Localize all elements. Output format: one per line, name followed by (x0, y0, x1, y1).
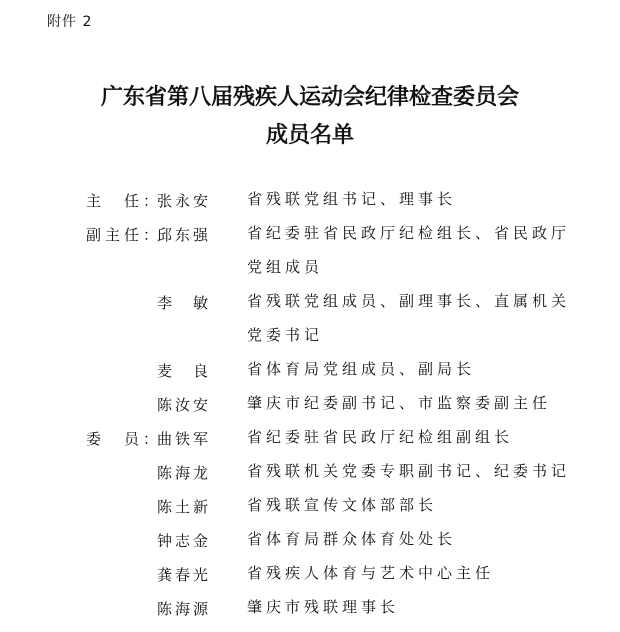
member-name: 陈土新 (157, 498, 212, 516)
member-name: 曲铁军 (157, 430, 212, 448)
member-row (0, 292, 620, 360)
member-name: 麦 良 (157, 362, 212, 380)
member-duty: 肇庆市纪委副书记、市监察委副主任 (247, 394, 552, 412)
member-duty: 省纪委驻省民政厅纪检组长、省民政厅党组成员 (247, 224, 571, 276)
member-row (0, 598, 620, 632)
attachment-label: 附件 2 (47, 14, 93, 30)
member-duty: 省残疾人体育与艺术中心主任 (247, 564, 495, 582)
member-role: 委 员： (86, 430, 163, 448)
member-duty: 省体育局党组成员、副局长 (247, 360, 476, 378)
member-row (0, 224, 620, 292)
member-duty: 省残联党组书记、理事长 (247, 190, 457, 208)
member-name: 龚春光 (157, 566, 212, 584)
document-title: 广东省第八届残疾人运动会纪律检查委员会 (100, 85, 519, 110)
member-name: 李 敏 (157, 294, 212, 312)
member-duty: 省残联机关党委专职副书记、纪委书记 (247, 462, 571, 480)
member-name: 钟志金 (157, 532, 212, 550)
member-duty: 省残联宣传文体部部长 (247, 496, 438, 514)
document-subtitle: 成员名单 (265, 123, 354, 148)
member-role: 副主任： (86, 226, 163, 244)
member-duty: 省纪委驻省民政厅纪检组副组长 (247, 428, 514, 446)
member-duty: 省体育局群众体育处处长 (247, 530, 457, 548)
member-name: 陈汝安 (157, 396, 212, 414)
member-list (0, 190, 620, 632)
member-name: 张永安 (157, 192, 212, 210)
member-duty: 肇庆市残联理事长 (247, 598, 400, 616)
member-name: 邱东强 (157, 226, 212, 244)
member-duty: 省残联党组成员、副理事长、直属机关党委书记 (247, 292, 571, 344)
member-name: 陈海龙 (157, 464, 212, 482)
member-name: 陈海源 (157, 600, 212, 618)
member-role: 主 任： (86, 192, 163, 210)
